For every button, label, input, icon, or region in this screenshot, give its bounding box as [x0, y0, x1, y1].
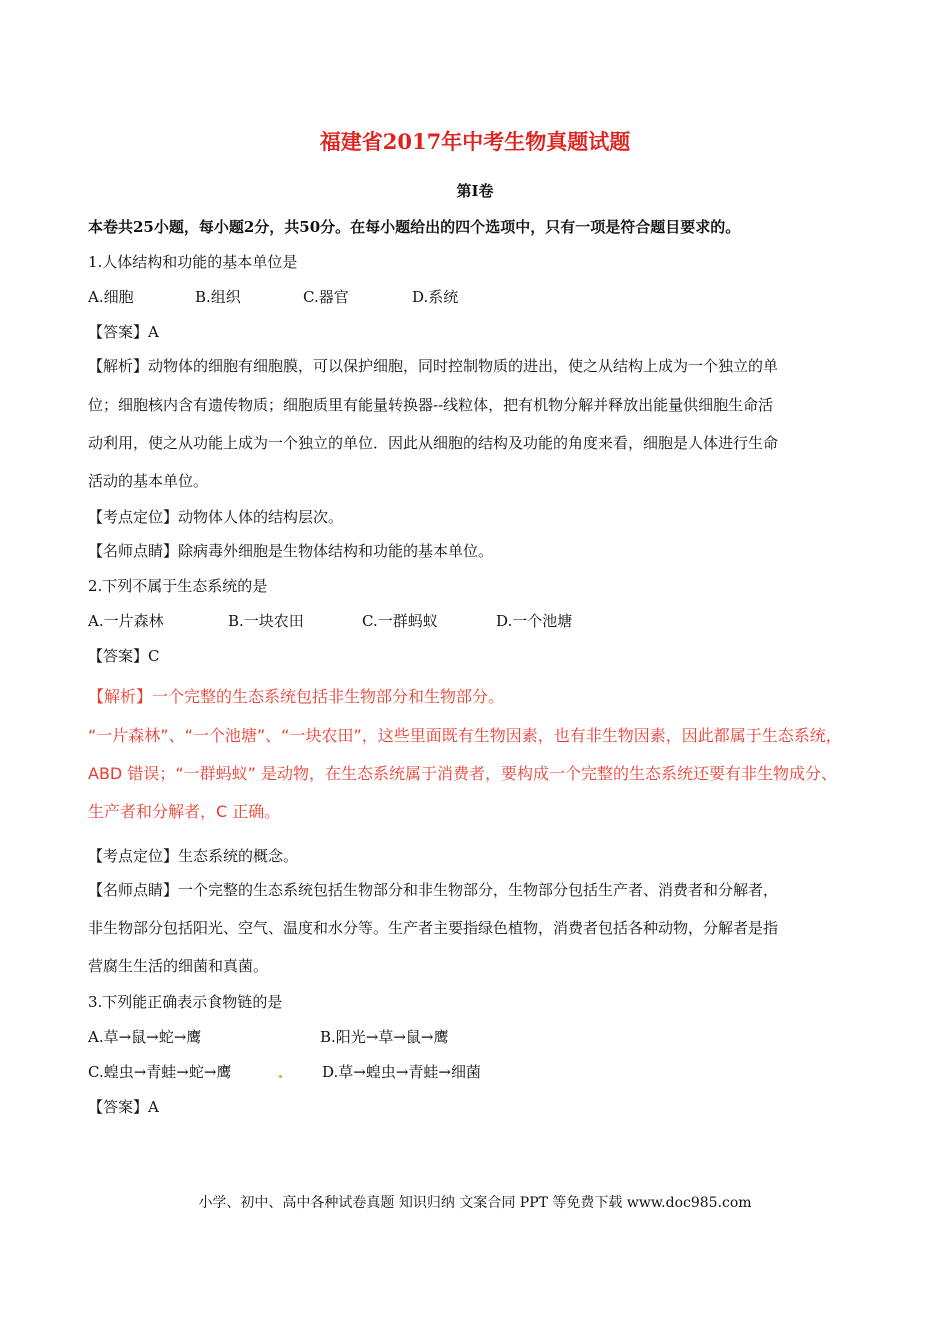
- q2-analysis-line-1: 【解析】一个完整的生态系统包括非生物部分和生物部分。: [88, 687, 505, 706]
- part-heading: 第Ⅰ卷: [456, 182, 494, 200]
- page-footer: 小学、初中、高中各种试卷真题 知识归纳 文案合同 PPT 等免费下载 www.doc985.com: [198, 1195, 752, 1211]
- q2-analysis-line-4: 生产者和分解者，C 正确。: [88, 802, 281, 821]
- q3-option-d: D.草→蝗虫→青蛙→细菌: [322, 1063, 481, 1081]
- q1-option-a: A.细胞: [88, 288, 134, 306]
- q2-analysis-line-2: “一片森林”、“一个池塘”、“一块农田”，这些里面既有生物因素，也有非生物因素，因此都属于生态系统，: [88, 726, 842, 745]
- q1-stem: 1.人体结构和功能的基本单位是: [88, 253, 298, 271]
- q2-option-b: B.一块农田: [228, 612, 304, 630]
- q3-stem: 3.下列能正确表示食物链的是: [88, 993, 283, 1011]
- q1-analysis-line-4: 活动的基本单位。: [88, 472, 209, 490]
- q2-tip-line-3: 营腐生生活的细菌和真菌。: [88, 957, 269, 975]
- q2-tip-line-2: 非生物部分包括阳光、空气、温度和水分等。生产者主要指绿色植物，消费者包括各种动物，分解者是指: [88, 919, 779, 937]
- q1-option-c: C.器官: [303, 288, 349, 306]
- q1-analysis-line-1: 【解析】动物体的细胞有细胞膜，可以保护细胞，同时控制物质的进出，使之从结构上成为一个独立的单: [88, 357, 779, 375]
- q3-answer: 【答案】A: [88, 1098, 159, 1116]
- q1-point: 【考点定位】动物体人体的结构层次。: [88, 508, 344, 526]
- q3-option-c: C.蝗虫→青蛙→蛇→鹰: [88, 1063, 232, 1081]
- q1-option-b: B.组织: [195, 288, 241, 306]
- q2-tip-line-1: 【名师点睛】一个完整的生态系统包括生物部分和非生物部分，生物部分包括生产者、消费者和分解者，: [88, 881, 779, 899]
- q1-answer: 【答案】A: [88, 323, 159, 341]
- document-title: 福建省2017年中考生物真题试题: [319, 129, 631, 154]
- instruction: 本卷共25小题，每小题2分，共50分。在每小题给出的四个选项中，只有一项是符合题目要求的。: [88, 218, 741, 236]
- q1-analysis-line-2: 位；细胞核内含有遗传物质；细胞质里有能量转换器--线粒体，把有机物分解并释放出能量供细胞生命活: [88, 396, 774, 414]
- q3-option-a: A.草→鼠→蛇→鹰: [88, 1028, 202, 1046]
- q1-analysis-line-3: 动利用，使之从功能上成为一个独立的单位．因此从细胞的结构及功能的角度来看，细胞是人体进行生命: [88, 434, 779, 452]
- q2-answer: 【答案】C: [88, 647, 160, 665]
- q2-option-c: C.一群蚂蚁: [362, 612, 438, 630]
- q2-point: 【考点定位】生态系统的概念。: [88, 847, 299, 865]
- q2-analysis-line-3: ABD 错误；“一群蚂蚁” 是动物，在生态系统属于消费者，要构成一个完整的生态系统还要有非生物成分、: [88, 764, 837, 783]
- q2-option-a: A.一片森林: [88, 612, 164, 630]
- q2-option-d: D.一个池塘: [496, 612, 573, 630]
- q1-tip: 【名师点睛】除病毒外细胞是生物体结构和功能的基本单位。: [88, 542, 494, 560]
- stray-dot: [279, 1075, 282, 1078]
- q2-stem: 2.下列不属于生态系统的是: [88, 577, 268, 595]
- q1-option-d: D.系统: [412, 288, 459, 306]
- q3-option-b: B.阳光→草→鼠→鹰: [320, 1028, 449, 1046]
